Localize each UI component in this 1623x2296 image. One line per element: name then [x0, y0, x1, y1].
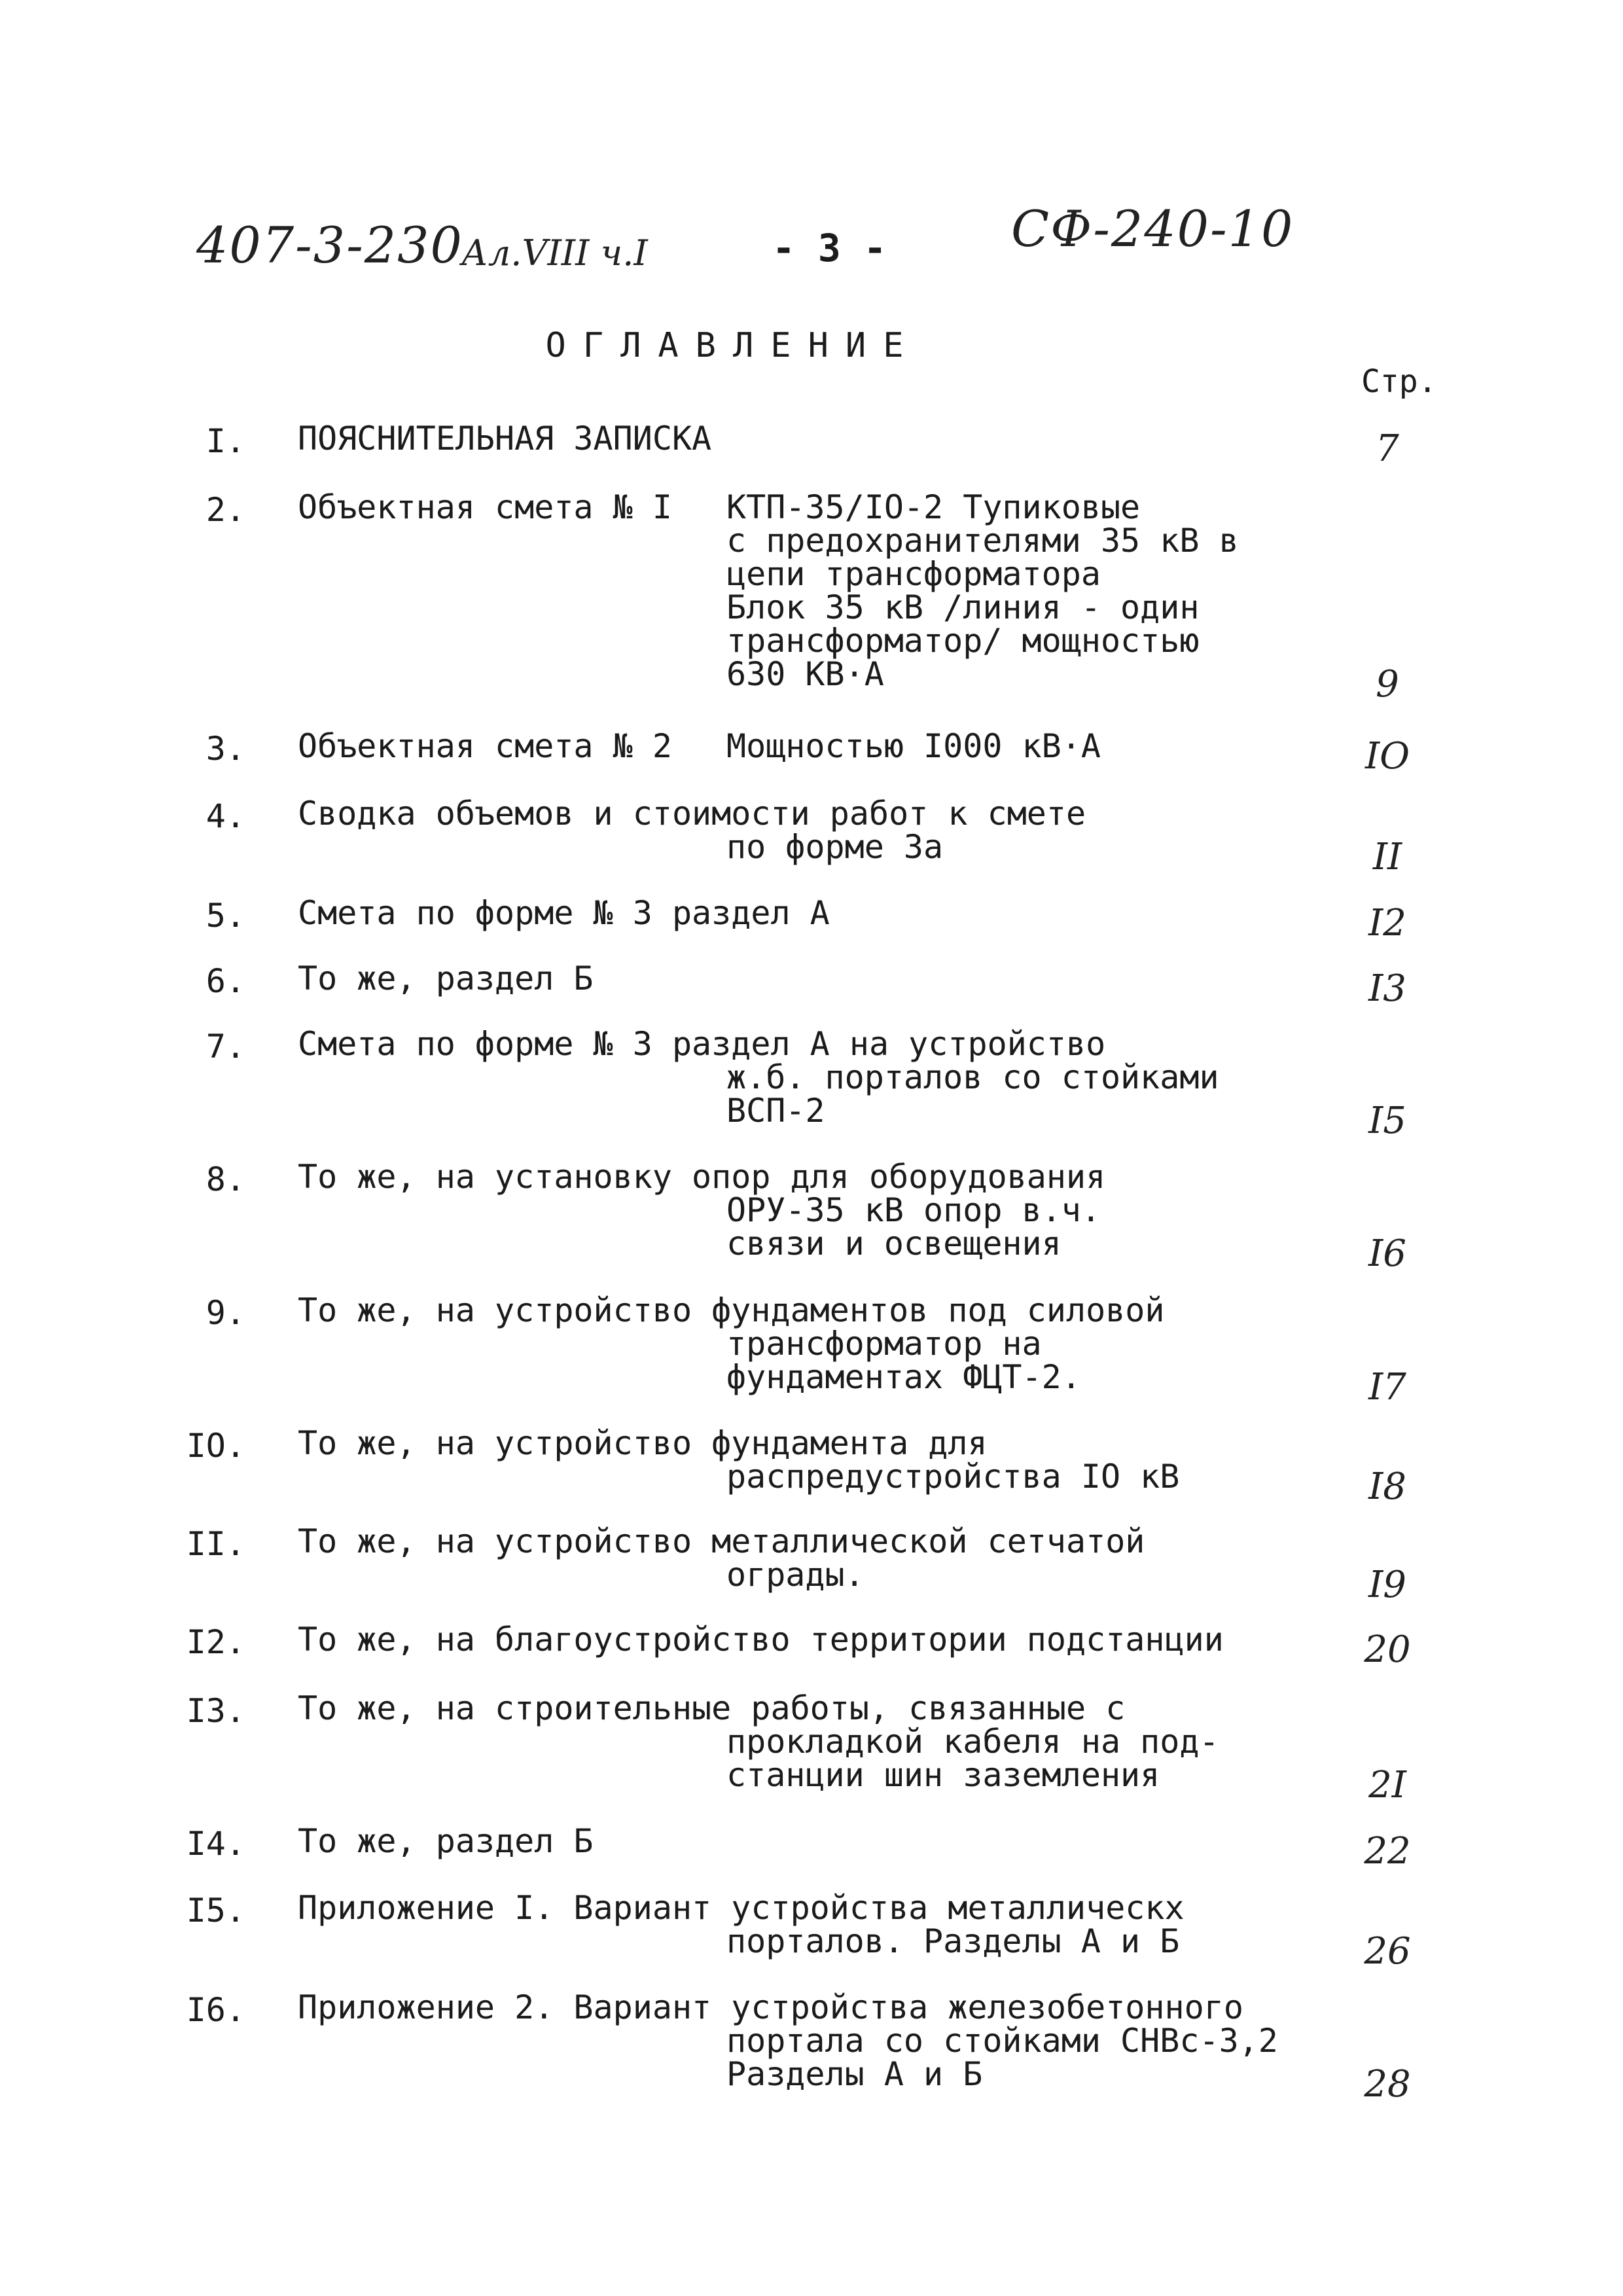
- entry-page-number: 22: [1364, 1830, 1411, 1873]
- entry-number: I4.: [186, 1825, 245, 1863]
- entry-text-line: фундаментах ФЦТ-2.: [726, 1358, 1081, 1396]
- entry-number: IO.: [186, 1427, 245, 1465]
- entry-text-line: прокладкой кабеля на под-: [726, 1723, 1219, 1761]
- entry-page-number: I5: [1368, 1100, 1406, 1142]
- entry-text-line: ж.б. порталов со стойками: [726, 1058, 1219, 1096]
- entry-text-line: ВСП-2: [726, 1092, 825, 1130]
- entry-text-line: Объектная смета № 2: [298, 727, 672, 765]
- entry-text-line: станции шин заземления: [726, 1756, 1160, 1794]
- entry-text-line: Смета по форме № 3 раздел А на устройство: [298, 1025, 1106, 1063]
- entry-number: 8.: [205, 1160, 245, 1198]
- entry-number: I5.: [186, 1892, 245, 1929]
- entry-number: I3.: [186, 1692, 245, 1730]
- entry-page-number: II: [1372, 836, 1402, 878]
- entry-number: I6.: [186, 1991, 245, 2029]
- entry-text-line: То же, на устройство фундамента для: [298, 1424, 988, 1462]
- entry-text-line: Приложение 2. Вариант устройства железобетонного: [298, 1988, 1243, 2026]
- entry-page-number: I3: [1368, 967, 1406, 1010]
- entry-text-line: То же, на установку опор для оборудования: [298, 1158, 1106, 1196]
- entry-text-line: Объектная смета № I: [298, 488, 672, 526]
- entry-text-line: Разделы А и Б: [726, 2055, 983, 2093]
- entry-text-line: То же, на строительные работы, связанные с: [298, 1689, 1126, 1727]
- entry-page-number: 26: [1364, 1930, 1411, 1973]
- entry-text-line: порталов. Разделы А и Б: [726, 1922, 1180, 1960]
- series-code: СФ-240-10: [1011, 200, 1294, 258]
- entry-page-number: 7: [1376, 427, 1399, 470]
- entry-number: 2.: [205, 491, 245, 529]
- entry-number: I2.: [186, 1623, 245, 1661]
- entry-text-line: То же, раздел Б: [298, 960, 594, 997]
- entry-text-line: трансформатор на: [726, 1325, 1042, 1363]
- entry-text-line: Мощностью I000 кВ·А: [726, 727, 1101, 765]
- entry-number: I.: [205, 422, 245, 460]
- entry-page-number: 2I: [1368, 1764, 1406, 1806]
- entry-text-line: Приложение I. Вариант устройства металлическх: [298, 1889, 1185, 1927]
- entry-page-number: 28: [1364, 2063, 1411, 2106]
- entry-text-line: с предохранителями 35 кВ в: [726, 522, 1239, 560]
- page-column-label: Стр.: [1361, 363, 1437, 400]
- page-marker: - 3 -: [772, 226, 887, 270]
- album-mark: Ал.VIII ч.I: [461, 232, 648, 274]
- entry-text-line: по форме 3а: [726, 828, 944, 866]
- entry-page-number: I2: [1368, 902, 1406, 944]
- entry-text-line: ПОЯСНИТЕЛЬНАЯ ЗАПИСКА: [298, 420, 712, 457]
- entry-number: 9.: [205, 1294, 245, 1332]
- entry-number: 3.: [205, 730, 245, 768]
- entry-text-line: связи и освещения: [726, 1225, 1061, 1263]
- entry-text-line: То же, на благоустройство территории подстанции: [298, 1621, 1224, 1659]
- entry-number: 7.: [205, 1028, 245, 1066]
- entry-text-line: портала со стойками СНВс-3,2: [726, 2022, 1278, 2060]
- entry-text-line: То же, раздел Б: [298, 1822, 594, 1860]
- entry-page-number: 20: [1364, 1628, 1411, 1671]
- entry-text-line: 630 КВ·А: [726, 655, 884, 693]
- entry-text-line: трансформатор/ мощностью: [726, 622, 1200, 660]
- entry-number: II.: [186, 1525, 245, 1563]
- page-title: ОГЛАВЛЕНИЕ: [545, 326, 921, 365]
- entry-text-line: КТП-35/IO-2 Тупиковые: [726, 488, 1141, 526]
- entry-text-line: То же, на устройство фундаментов под силовой: [298, 1291, 1165, 1329]
- entry-number: 6.: [205, 962, 245, 1000]
- entry-text-line: ограды.: [726, 1556, 865, 1594]
- entry-text-line: Блок 35 кВ /линия - один: [726, 588, 1200, 626]
- entry-number: 5.: [205, 897, 245, 935]
- entry-text-line: цепи трансформатора: [726, 555, 1101, 593]
- entry-page-number: 9: [1376, 663, 1399, 706]
- entry-page-number: I7: [1368, 1366, 1406, 1408]
- entry-text-line: ОРУ-35 кВ опор в.ч.: [726, 1191, 1101, 1229]
- entry-page-number: I6: [1368, 1232, 1406, 1275]
- entry-page-number: I9: [1368, 1564, 1406, 1606]
- entry-text-line: Сводка объемов и стоимости работ к смете: [298, 795, 1086, 833]
- entry-text-line: Смета по форме № 3 раздел А: [298, 894, 830, 932]
- entry-number: 4.: [205, 797, 245, 835]
- document-code: 407-3-230: [196, 216, 463, 274]
- entry-text-line: распредустройства IO кВ: [726, 1458, 1180, 1496]
- entry-page-number: I8: [1368, 1465, 1406, 1508]
- entry-page-number: IO: [1364, 735, 1410, 778]
- entry-text-line: То же, на устройство металлической сетчатой: [298, 1522, 1145, 1560]
